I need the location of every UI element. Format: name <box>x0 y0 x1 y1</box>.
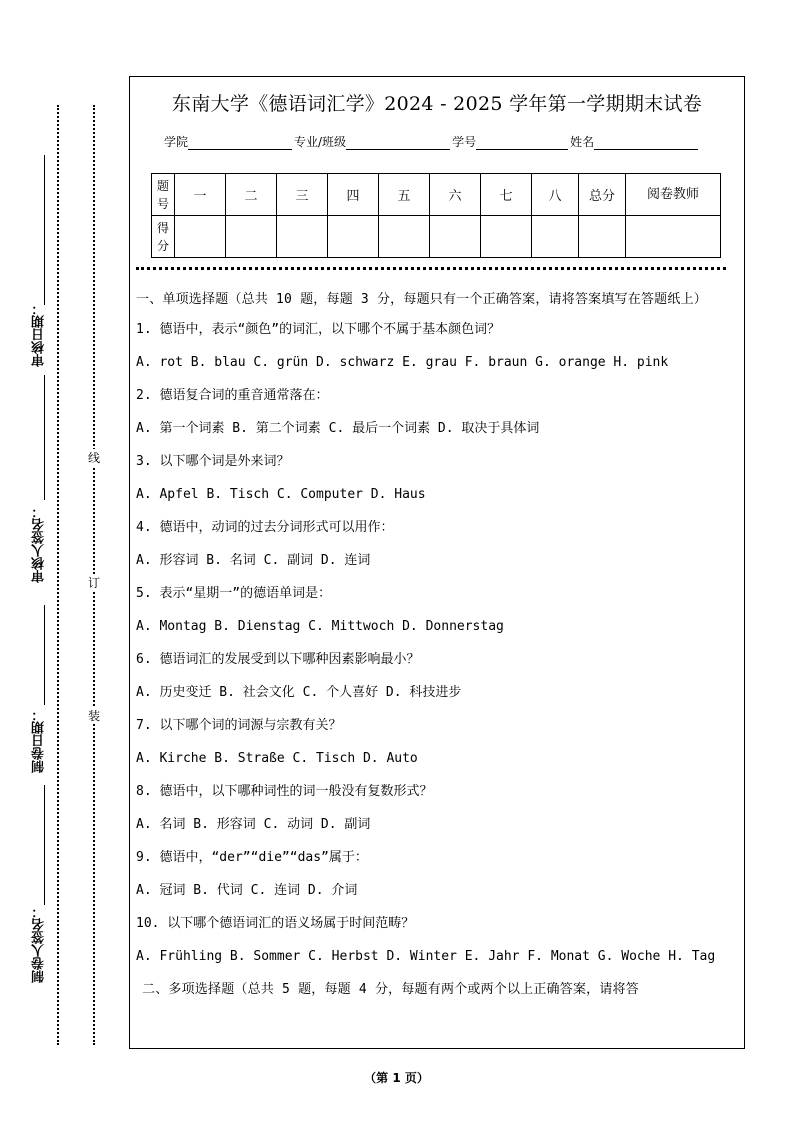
score-table <box>151 173 721 258</box>
row-label-score: 得分 <box>152 216 175 258</box>
question: 5. 表示“星期一”的德语单词是： <box>136 586 332 601</box>
question-options: A. 名词 B. 形容词 C. 动词 D. 副词 <box>136 817 371 832</box>
question-options: A. Kirche B. Straße C. Tisch D. Auto <box>136 751 418 766</box>
field-college-blank[interactable] <box>188 137 292 150</box>
field-major-label: 专业/班级 <box>294 135 347 149</box>
student-info-line <box>164 133 700 150</box>
questions-content <box>136 289 740 1009</box>
score-cell[interactable] <box>277 216 328 258</box>
question: 2. 德语复合词的重音通常落在： <box>136 388 329 403</box>
binding-dotted-line-left <box>57 105 59 1045</box>
maker-date-label: 制卷日期： <box>32 708 47 773</box>
question-options: A. Frühling B. Sommer C. Herbst D. Winter E. Jahr F. Monat G. Woche H. Tag <box>136 949 716 964</box>
field-id-label: 学号 <box>452 135 477 149</box>
question-options: A. 冠词 B. 代词 C. 连词 D. 介词 <box>136 883 358 898</box>
dotted-separator <box>136 267 726 270</box>
question: 10. 以下哪个德语词汇的语义场属于时间范畴？ <box>136 916 415 931</box>
header-4: 四 <box>328 174 379 216</box>
score-cell[interactable] <box>226 216 277 258</box>
field-name-blank[interactable] <box>594 137 698 150</box>
field-id-blank[interactable] <box>476 137 568 150</box>
score-cell[interactable] <box>379 216 430 258</box>
maker-sign-label: 制卷人签名： <box>32 905 47 983</box>
header-7: 七 <box>481 174 532 216</box>
section2-heading: 二、多项选择题（总共 5 题，每题 4 分，每题有两个或两个以上正确答案，请将答 <box>142 982 639 997</box>
field-name-label: 姓名 <box>570 135 595 149</box>
margin-line-3 <box>44 605 45 705</box>
header-total: 总分 <box>579 174 626 216</box>
question-options: A. 第一个词素 B. 第二个词素 C. 最后一个词素 D. 取决于具体词 <box>136 421 540 436</box>
question: 4. 德语中，动词的过去分词形式可以用作： <box>136 520 394 535</box>
header-6: 六 <box>430 174 481 216</box>
score-cell[interactable] <box>328 216 379 258</box>
header-8: 八 <box>532 174 579 216</box>
bind-char-ding: 订 <box>87 576 100 590</box>
score-table-score-row <box>152 216 721 258</box>
question-options: A. rot B. blau C. grün D. schwarz E. grau F. braun G. orange H. pink <box>136 355 669 370</box>
question: 1. 德语中，表示“颜色”的词汇，以下哪个不属于基本颜色词？ <box>136 322 501 337</box>
reviewer-date-label: 审核日期： <box>32 302 47 367</box>
header-2: 二 <box>226 174 277 216</box>
header-3: 三 <box>277 174 328 216</box>
page-number: （第 1 页） <box>364 1071 429 1085</box>
reviewer-sign-label: 审核人签名： <box>32 505 47 583</box>
question: 7. 以下哪个词的词源与宗教有关？ <box>136 718 342 733</box>
header-5: 五 <box>379 174 430 216</box>
margin-line-1 <box>44 155 45 305</box>
score-cell[interactable] <box>430 216 481 258</box>
section1-heading: 一、单项选择题（总共 10 题，每题 3 分，每题只有一个正确答案，请将答案填写在答题纸上） <box>136 292 707 307</box>
score-cell[interactable] <box>175 216 226 258</box>
question-options: A. Montag B. Dienstag C. Mittwoch D. Donnerstag <box>136 619 504 634</box>
bind-char-xian: 线 <box>87 451 100 465</box>
question: 3. 以下哪个词是外来词？ <box>136 454 290 469</box>
question-options: A. 形容词 B. 名词 C. 副词 D. 连词 <box>136 553 371 568</box>
row-label-number: 题号 <box>152 174 175 216</box>
score-cell[interactable] <box>481 216 532 258</box>
field-major-blank[interactable] <box>346 137 450 150</box>
question-options: A. 历史变迁 B. 社会文化 C. 个人喜好 D. 科技进步 <box>136 685 462 700</box>
score-cell[interactable] <box>579 216 626 258</box>
score-cell[interactable] <box>532 216 579 258</box>
margin-line-4 <box>44 785 45 905</box>
question-options: A. Apfel B. Tisch C. Computer D. Haus <box>136 487 426 502</box>
exam-frame <box>129 76 745 1049</box>
question: 6. 德语词汇的发展受到以下哪种因素影响最小？ <box>136 652 420 667</box>
score-table-header-row <box>152 174 721 216</box>
margin-line-2 <box>44 375 45 500</box>
header-grader: 阅卷教师 <box>626 174 721 216</box>
field-college-label: 学院 <box>164 135 189 149</box>
question: 8. 德语中，以下哪种词性的词一般没有复数形式？ <box>136 784 433 799</box>
header-1: 一 <box>175 174 226 216</box>
bind-char-zhuang: 装 <box>87 709 100 723</box>
question: 9. 德语中，“der”“die”“das”属于： <box>136 850 368 865</box>
exam-title: 东南大学《德语词汇学》2024 - 2025 学年第一学期期末试卷 <box>171 93 703 115</box>
score-cell[interactable] <box>626 216 721 258</box>
